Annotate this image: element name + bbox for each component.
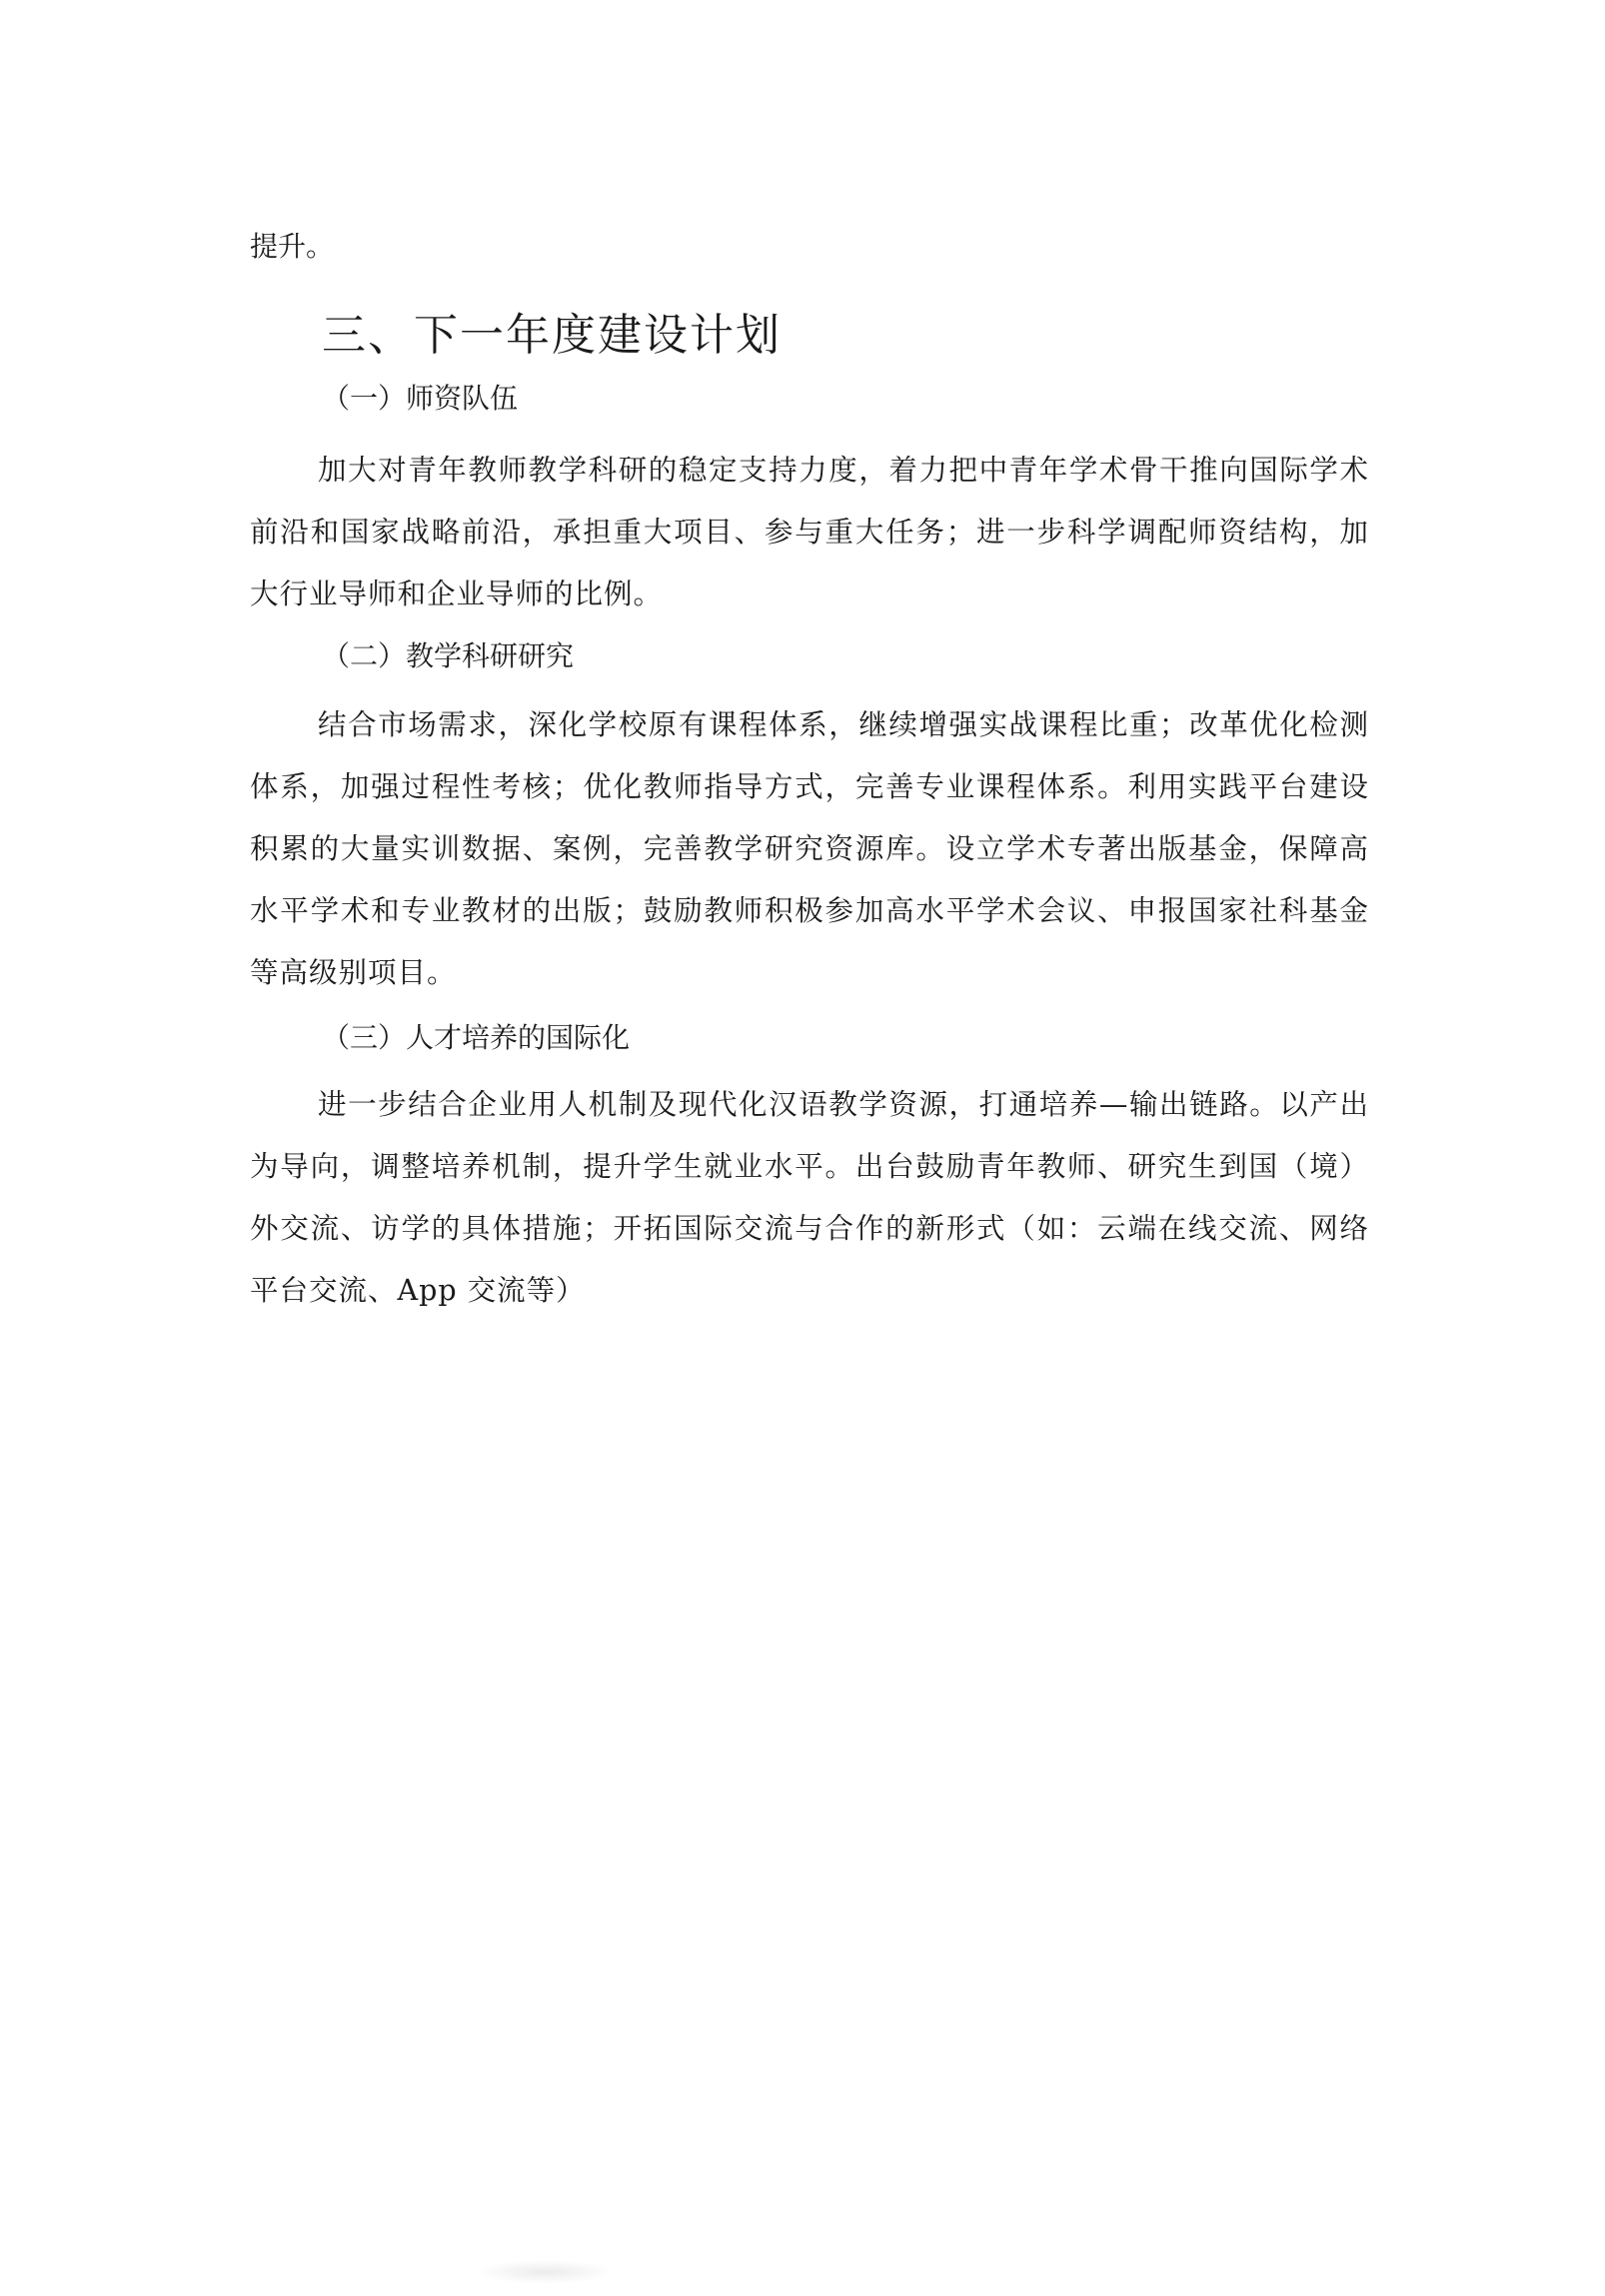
paragraph-research: 结合市场需求，深化学校原有课程体系，继续增强实战课程比重；改革优化检测体系，加强过程性考核；优化教师指导方式，完善专业课程体系。利用实践平台建设积累的大量实训数据、案例，完善教学研究资源库。设立学术专著出版基金，保障高水平学术和专业教材的出版；鼓励教师积极参加高水平学术会议、申报国家社科基金等高级别项目。 [250, 708, 1369, 989]
subsection-heading-faculty: （一）师资队伍 [322, 382, 519, 415]
scan-artifact [475, 2260, 615, 2284]
subsection-heading-internationalization: （三）人才培养的国际化 [322, 1021, 631, 1054]
subsection-heading-research: （二）教学科研研究 [322, 639, 575, 672]
paragraph-internationalization: 进一步结合企业用人机制及现代化汉语教学资源，打通培养—输出链路。以产出为导向，调整培养机制，提升学生就业水平。出台鼓励青年教师、研究生到国（境）外交流、访学的具体措施；开拓国际交流与合作的新形式（如：云端在线交流、网络平台交流、App 交流等） [250, 1088, 1369, 1307]
section-heading: 三、下一年度建设计划 [322, 310, 782, 361]
continuation-text: 提升。 [250, 230, 335, 263]
paragraph-faculty: 加大对青年教师教学科研的稳定支持力度，着力把中青年学术骨干推向国际学术前沿和国家战略前沿，承担重大项目、参与重大任务；进一步科学调配师资结构，加大行业导师和企业导师的比例。 [250, 454, 1369, 610]
